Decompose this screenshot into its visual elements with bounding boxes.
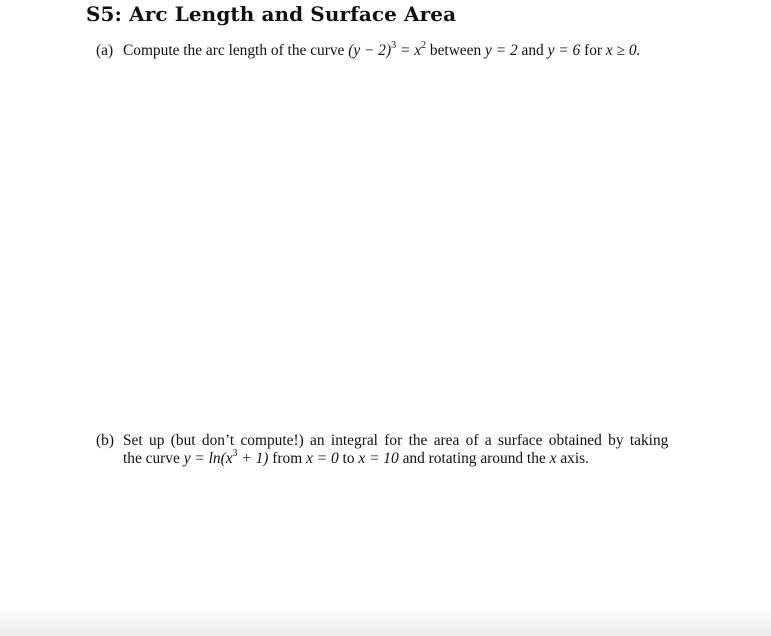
problem-a-y2: y = 6 bbox=[547, 42, 581, 59]
section-title: S5: Arc Length and Surface Area bbox=[86, 2, 457, 26]
problem-a-equation: $(y - 2)^3 = x^2$ bbox=[348, 39, 427, 59]
problem-a-between: between bbox=[429, 42, 482, 59]
problem-a-marker: (a) bbox=[96, 42, 114, 59]
problem-b-rotating: and rotating around the bbox=[402, 450, 546, 467]
problem-b-axis: axis. bbox=[560, 450, 589, 467]
problem-a bbox=[96, 39, 641, 60]
problem-b bbox=[96, 432, 696, 468]
bottom-shadow bbox=[0, 608, 771, 636]
problem-b-to: to bbox=[342, 450, 355, 467]
problem-b-curve: $y = \ln(x^3 + 1)$ bbox=[183, 447, 269, 467]
problem-b-line-2 bbox=[96, 447, 696, 468]
problem-a-condition: x ≥ 0. bbox=[605, 42, 641, 59]
problem-b-axis-var: x bbox=[549, 450, 557, 467]
problem-b-line2-prefix: the curve bbox=[123, 450, 180, 467]
problem-a-y1: y = 2 bbox=[485, 42, 518, 59]
problem-a-text-prefix: Compute the arc length of the curve bbox=[123, 42, 345, 59]
problem-b-from: from bbox=[272, 450, 303, 467]
problem-b-line-1 bbox=[96, 432, 696, 450]
problem-a-for: for bbox=[584, 42, 603, 59]
problem-a-and: and bbox=[521, 42, 544, 59]
problem-b-x2: x = 10 bbox=[358, 450, 399, 467]
problem-b-x1: x = 0 bbox=[306, 450, 339, 467]
problem-b-line-1-text: Set up (but don’t compute!) an integral for the area of a surface obtained by taking bbox=[123, 432, 669, 449]
problem-b-marker: (b) bbox=[96, 432, 114, 449]
